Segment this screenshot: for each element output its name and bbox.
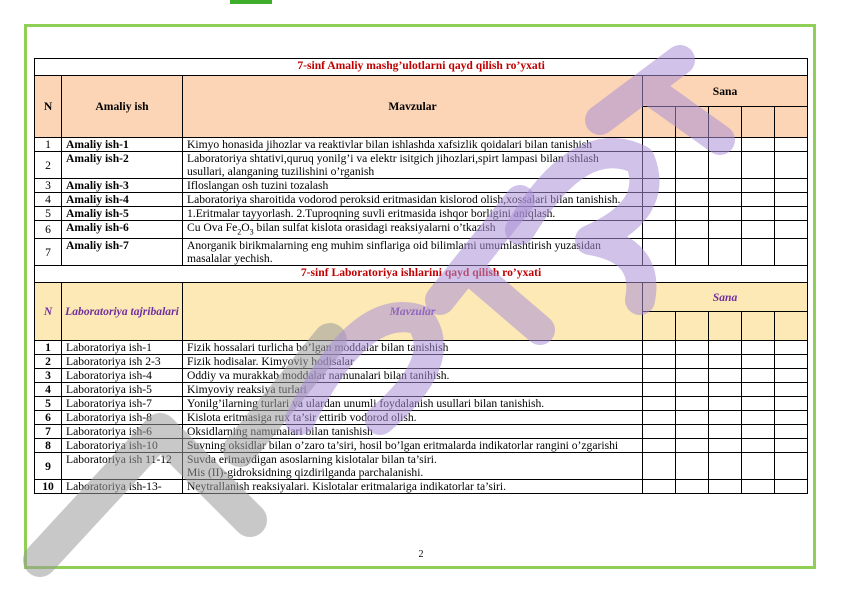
date-cell[interactable]	[676, 439, 709, 453]
date-cell[interactable]	[742, 383, 775, 397]
table-row	[35, 369, 808, 383]
date-cell[interactable]	[676, 138, 709, 152]
table-row	[35, 239, 808, 266]
date-cell[interactable]	[742, 425, 775, 439]
row-number: 6	[35, 221, 62, 239]
row-number: 4	[35, 383, 62, 397]
date-cell[interactable]	[709, 152, 742, 179]
table2-date-sub	[775, 312, 808, 341]
row-number: 9	[35, 453, 62, 480]
date-cell[interactable]	[643, 355, 676, 369]
row-name: Laboratoriya ish 2-3	[62, 355, 183, 369]
date-cell[interactable]	[676, 179, 709, 193]
row-topic: 1.Eritmalar tayyorlash. 2.Tuproqning suvli eritmasida ishqor borligini aniqlash.	[183, 207, 643, 221]
row-number: 8	[35, 439, 62, 453]
date-cell[interactable]	[775, 397, 808, 411]
topic-part: bilan sulfat kislota orasidagi reaksiyalarni o’tkazish	[253, 221, 496, 234]
table-row	[35, 221, 808, 239]
date-cell[interactable]	[676, 369, 709, 383]
date-cell[interactable]	[775, 138, 808, 152]
row-number: 5	[35, 397, 62, 411]
date-cell[interactable]	[643, 397, 676, 411]
date-cell[interactable]	[709, 341, 742, 355]
date-cell[interactable]	[742, 152, 775, 179]
row-name: Laboratoriya ish-13-	[62, 480, 183, 494]
date-cell[interactable]	[775, 480, 808, 494]
row-number: 7	[35, 425, 62, 439]
table2-col-n: N	[35, 283, 62, 341]
top-strip	[0, 0, 842, 6]
table2-body	[35, 341, 808, 494]
row-name: Laboratoriya ish-6	[62, 425, 183, 439]
table1-col-date: Sana	[643, 76, 808, 107]
date-cell[interactable]	[709, 397, 742, 411]
row-topic: Kimyoviy reaksiya turlari	[183, 383, 643, 397]
row-number: 5	[35, 207, 62, 221]
date-cell[interactable]	[676, 383, 709, 397]
date-cell[interactable]	[775, 355, 808, 369]
topic-part: Cu Ova Fe	[187, 221, 238, 234]
table1-date-sub	[676, 107, 709, 138]
date-cell[interactable]	[742, 138, 775, 152]
row-number: 10	[35, 480, 62, 494]
date-cell[interactable]	[643, 453, 676, 480]
date-cell[interactable]	[775, 425, 808, 439]
date-cell[interactable]	[709, 221, 742, 239]
date-cell[interactable]	[742, 369, 775, 383]
page-number: 2	[418, 549, 424, 560]
row-number: 6	[35, 411, 62, 425]
table-row	[35, 179, 808, 193]
row-name: Laboratoriya ish-7	[62, 397, 183, 411]
date-cell[interactable]	[709, 383, 742, 397]
table-row	[35, 411, 808, 425]
date-cell[interactable]	[643, 207, 676, 221]
table1-col-topic: Mavzular	[183, 76, 643, 138]
table1-date-sub	[742, 107, 775, 138]
date-cell[interactable]	[775, 383, 808, 397]
date-cell[interactable]	[643, 239, 676, 266]
row-number: 4	[35, 193, 62, 207]
table2-col-date: Sana	[643, 283, 808, 312]
row-name: Amaliy ish-3	[62, 179, 183, 193]
row-topic: Laboratoriya sharoitida vodorod peroksid eritmasidan kislorod olish,xossalari bilan tanishish.	[183, 193, 643, 207]
row-topic: Kimyo honasida jihozlar va reaktivlar bilan ishlashda xafsizlik qoidalari bilan tanishish	[183, 138, 643, 152]
table2-date-sub	[742, 312, 775, 341]
table2-col-topic: Mavzular	[183, 283, 643, 341]
table-row	[35, 439, 808, 453]
row-name: Amaliy ish-7	[62, 239, 183, 266]
row-topic: Kislota eritmasiga rux ta’sir ettirib vodorod olish.	[183, 411, 643, 425]
row-topic: Oksidlarning namunalari bilan tanishish	[183, 425, 643, 439]
row-topic: Oddiy va murakkab moddalar namunalari bilan tanihish.	[183, 369, 643, 383]
date-cell[interactable]	[742, 341, 775, 355]
practical-works-table	[34, 58, 808, 494]
row-topic: Ifloslangan osh tuzini tozalash	[183, 179, 643, 193]
table-row	[35, 138, 808, 152]
date-cell[interactable]	[643, 138, 676, 152]
date-cell[interactable]	[709, 480, 742, 494]
table-row	[35, 453, 808, 480]
date-cell[interactable]	[775, 221, 808, 239]
date-cell[interactable]	[676, 341, 709, 355]
date-cell[interactable]	[742, 355, 775, 369]
date-cell[interactable]	[742, 453, 775, 480]
date-cell[interactable]	[709, 369, 742, 383]
date-cell[interactable]	[676, 193, 709, 207]
date-cell[interactable]	[775, 193, 808, 207]
date-cell[interactable]	[742, 179, 775, 193]
row-name: Laboratoriya ish-4	[62, 369, 183, 383]
date-cell[interactable]	[742, 239, 775, 266]
table-row	[35, 480, 808, 494]
table2-date-sub	[676, 312, 709, 341]
table1-date-sub	[775, 107, 808, 138]
date-cell[interactable]	[775, 239, 808, 266]
date-cell[interactable]	[709, 355, 742, 369]
date-cell[interactable]	[742, 207, 775, 221]
row-name: Amaliy ish-4	[62, 193, 183, 207]
date-cell[interactable]	[676, 152, 709, 179]
date-cell[interactable]	[709, 138, 742, 152]
date-cell[interactable]	[676, 207, 709, 221]
date-cell[interactable]	[643, 369, 676, 383]
table-row	[35, 152, 808, 179]
row-name: Laboratoriya ish 11-12	[62, 453, 183, 480]
row-number: 3	[35, 369, 62, 383]
date-cell[interactable]	[709, 439, 742, 453]
topic-part: O	[241, 221, 250, 234]
table2-date-sub	[709, 312, 742, 341]
table-row	[35, 425, 808, 439]
date-cell[interactable]	[775, 179, 808, 193]
date-cell[interactable]	[643, 152, 676, 179]
date-cell[interactable]	[643, 480, 676, 494]
row-number: 2	[35, 355, 62, 369]
date-cell[interactable]	[742, 193, 775, 207]
table-row	[35, 355, 808, 369]
date-cell[interactable]	[709, 453, 742, 480]
date-cell[interactable]	[709, 239, 742, 266]
date-cell[interactable]	[742, 411, 775, 425]
date-cell[interactable]	[709, 193, 742, 207]
table2-date-sub	[643, 312, 676, 341]
date-cell[interactable]	[676, 355, 709, 369]
date-cell[interactable]	[676, 221, 709, 239]
date-cell[interactable]	[742, 221, 775, 239]
row-name: Amaliy ish-5	[62, 207, 183, 221]
date-cell[interactable]	[709, 425, 742, 439]
table1-date-sub	[643, 107, 676, 138]
table1-date-sub	[709, 107, 742, 138]
row-name: Amaliy ish-1	[62, 138, 183, 152]
table1-col-name: Amaliy ish	[62, 76, 183, 138]
row-name: Amaliy ish-2	[62, 152, 183, 179]
row-number: 2	[35, 152, 62, 179]
table-row	[35, 341, 808, 355]
row-topic: Suvning oksidlar bilan o’zaro ta’siri, hosil bo’lgan eritmalarda indikatorlar rangini o’zgarishi	[183, 439, 643, 453]
date-cell[interactable]	[643, 341, 676, 355]
date-cell[interactable]	[775, 152, 808, 179]
row-name: Laboratoriya ish-5	[62, 383, 183, 397]
row-number: 3	[35, 179, 62, 193]
table-row	[35, 193, 808, 207]
date-cell[interactable]	[643, 179, 676, 193]
table2-title: 7-sinf Laboratoriya ishlarini qayd qilish ro’yxati	[35, 266, 808, 283]
date-cell[interactable]	[775, 341, 808, 355]
row-topic: Neytrallanish reaksiyalari. Kislotalar eritmalariga indikatorlar ta’siri.	[183, 480, 643, 494]
row-name: Laboratoriya ish-1	[62, 341, 183, 355]
date-cell[interactable]	[742, 480, 775, 494]
date-cell[interactable]	[676, 480, 709, 494]
row-number: 1	[35, 341, 62, 355]
row-topic: Fizik hossalari turlicha bo’lgan moddalar bilan tanishish	[183, 341, 643, 355]
row-topic: Suvda erimaydigan asoslarning kislotalar bilan ta’siri. Mis (II)-gidroksidning qizdirilganda parchalanishi.	[183, 453, 643, 480]
table-row	[35, 383, 808, 397]
row-number: 7	[35, 239, 62, 266]
date-cell[interactable]	[676, 453, 709, 480]
date-cell[interactable]	[643, 383, 676, 397]
row-topic	[183, 221, 643, 239]
date-cell[interactable]	[775, 453, 808, 480]
date-cell[interactable]	[676, 425, 709, 439]
date-cell[interactable]	[676, 397, 709, 411]
date-cell[interactable]	[742, 397, 775, 411]
date-cell[interactable]	[643, 411, 676, 425]
date-cell[interactable]	[643, 425, 676, 439]
document-body	[34, 58, 807, 494]
date-cell[interactable]	[643, 193, 676, 207]
date-cell[interactable]	[643, 221, 676, 239]
row-number: 1	[35, 138, 62, 152]
table2-col-name: Laboratoriya tajribalari	[62, 283, 183, 341]
date-cell[interactable]	[709, 179, 742, 193]
table1-body	[35, 138, 808, 266]
table1-col-n: N	[35, 76, 62, 138]
row-topic: Anorganik birikmalarning eng muhim sinflariga oid bilimlarni umumlashtirish yuzasidan masalalar yechish.	[183, 239, 643, 266]
topic-part: 3	[249, 227, 254, 237]
date-cell[interactable]	[676, 239, 709, 266]
table1-title: 7-sinf Amaliy mashg’ulotlarni qayd qilish ro’yxati	[35, 59, 808, 76]
table-row	[35, 397, 808, 411]
date-cell[interactable]	[775, 439, 808, 453]
date-cell[interactable]	[709, 207, 742, 221]
date-cell[interactable]	[676, 411, 709, 425]
date-cell[interactable]	[742, 439, 775, 453]
row-topic: Yonilg’ilarning turlari va ulardan unumli foydalanish usullari bilan tanishish.	[183, 397, 643, 411]
date-cell[interactable]	[775, 369, 808, 383]
row-name: Amaliy ish-6	[62, 221, 183, 239]
date-cell[interactable]	[643, 439, 676, 453]
row-name: Laboratoriya ish-10	[62, 439, 183, 453]
date-cell[interactable]	[775, 207, 808, 221]
row-topic: Laboratoriya shtativi,quruq yonilg’i va elektr isitgich jihozlari,spirt lampasi bilan ishlash usullari, alanganing tuzilishini o’rganish	[183, 152, 643, 179]
date-cell[interactable]	[775, 411, 808, 425]
top-green-mark	[230, 0, 272, 4]
topic-part: 2	[237, 227, 242, 237]
row-name: Laboratoriya ish-8	[62, 411, 183, 425]
row-topic: Fizik hodisalar. Kimyoviy hodisalar	[183, 355, 643, 369]
date-cell[interactable]	[709, 411, 742, 425]
table-row	[35, 207, 808, 221]
